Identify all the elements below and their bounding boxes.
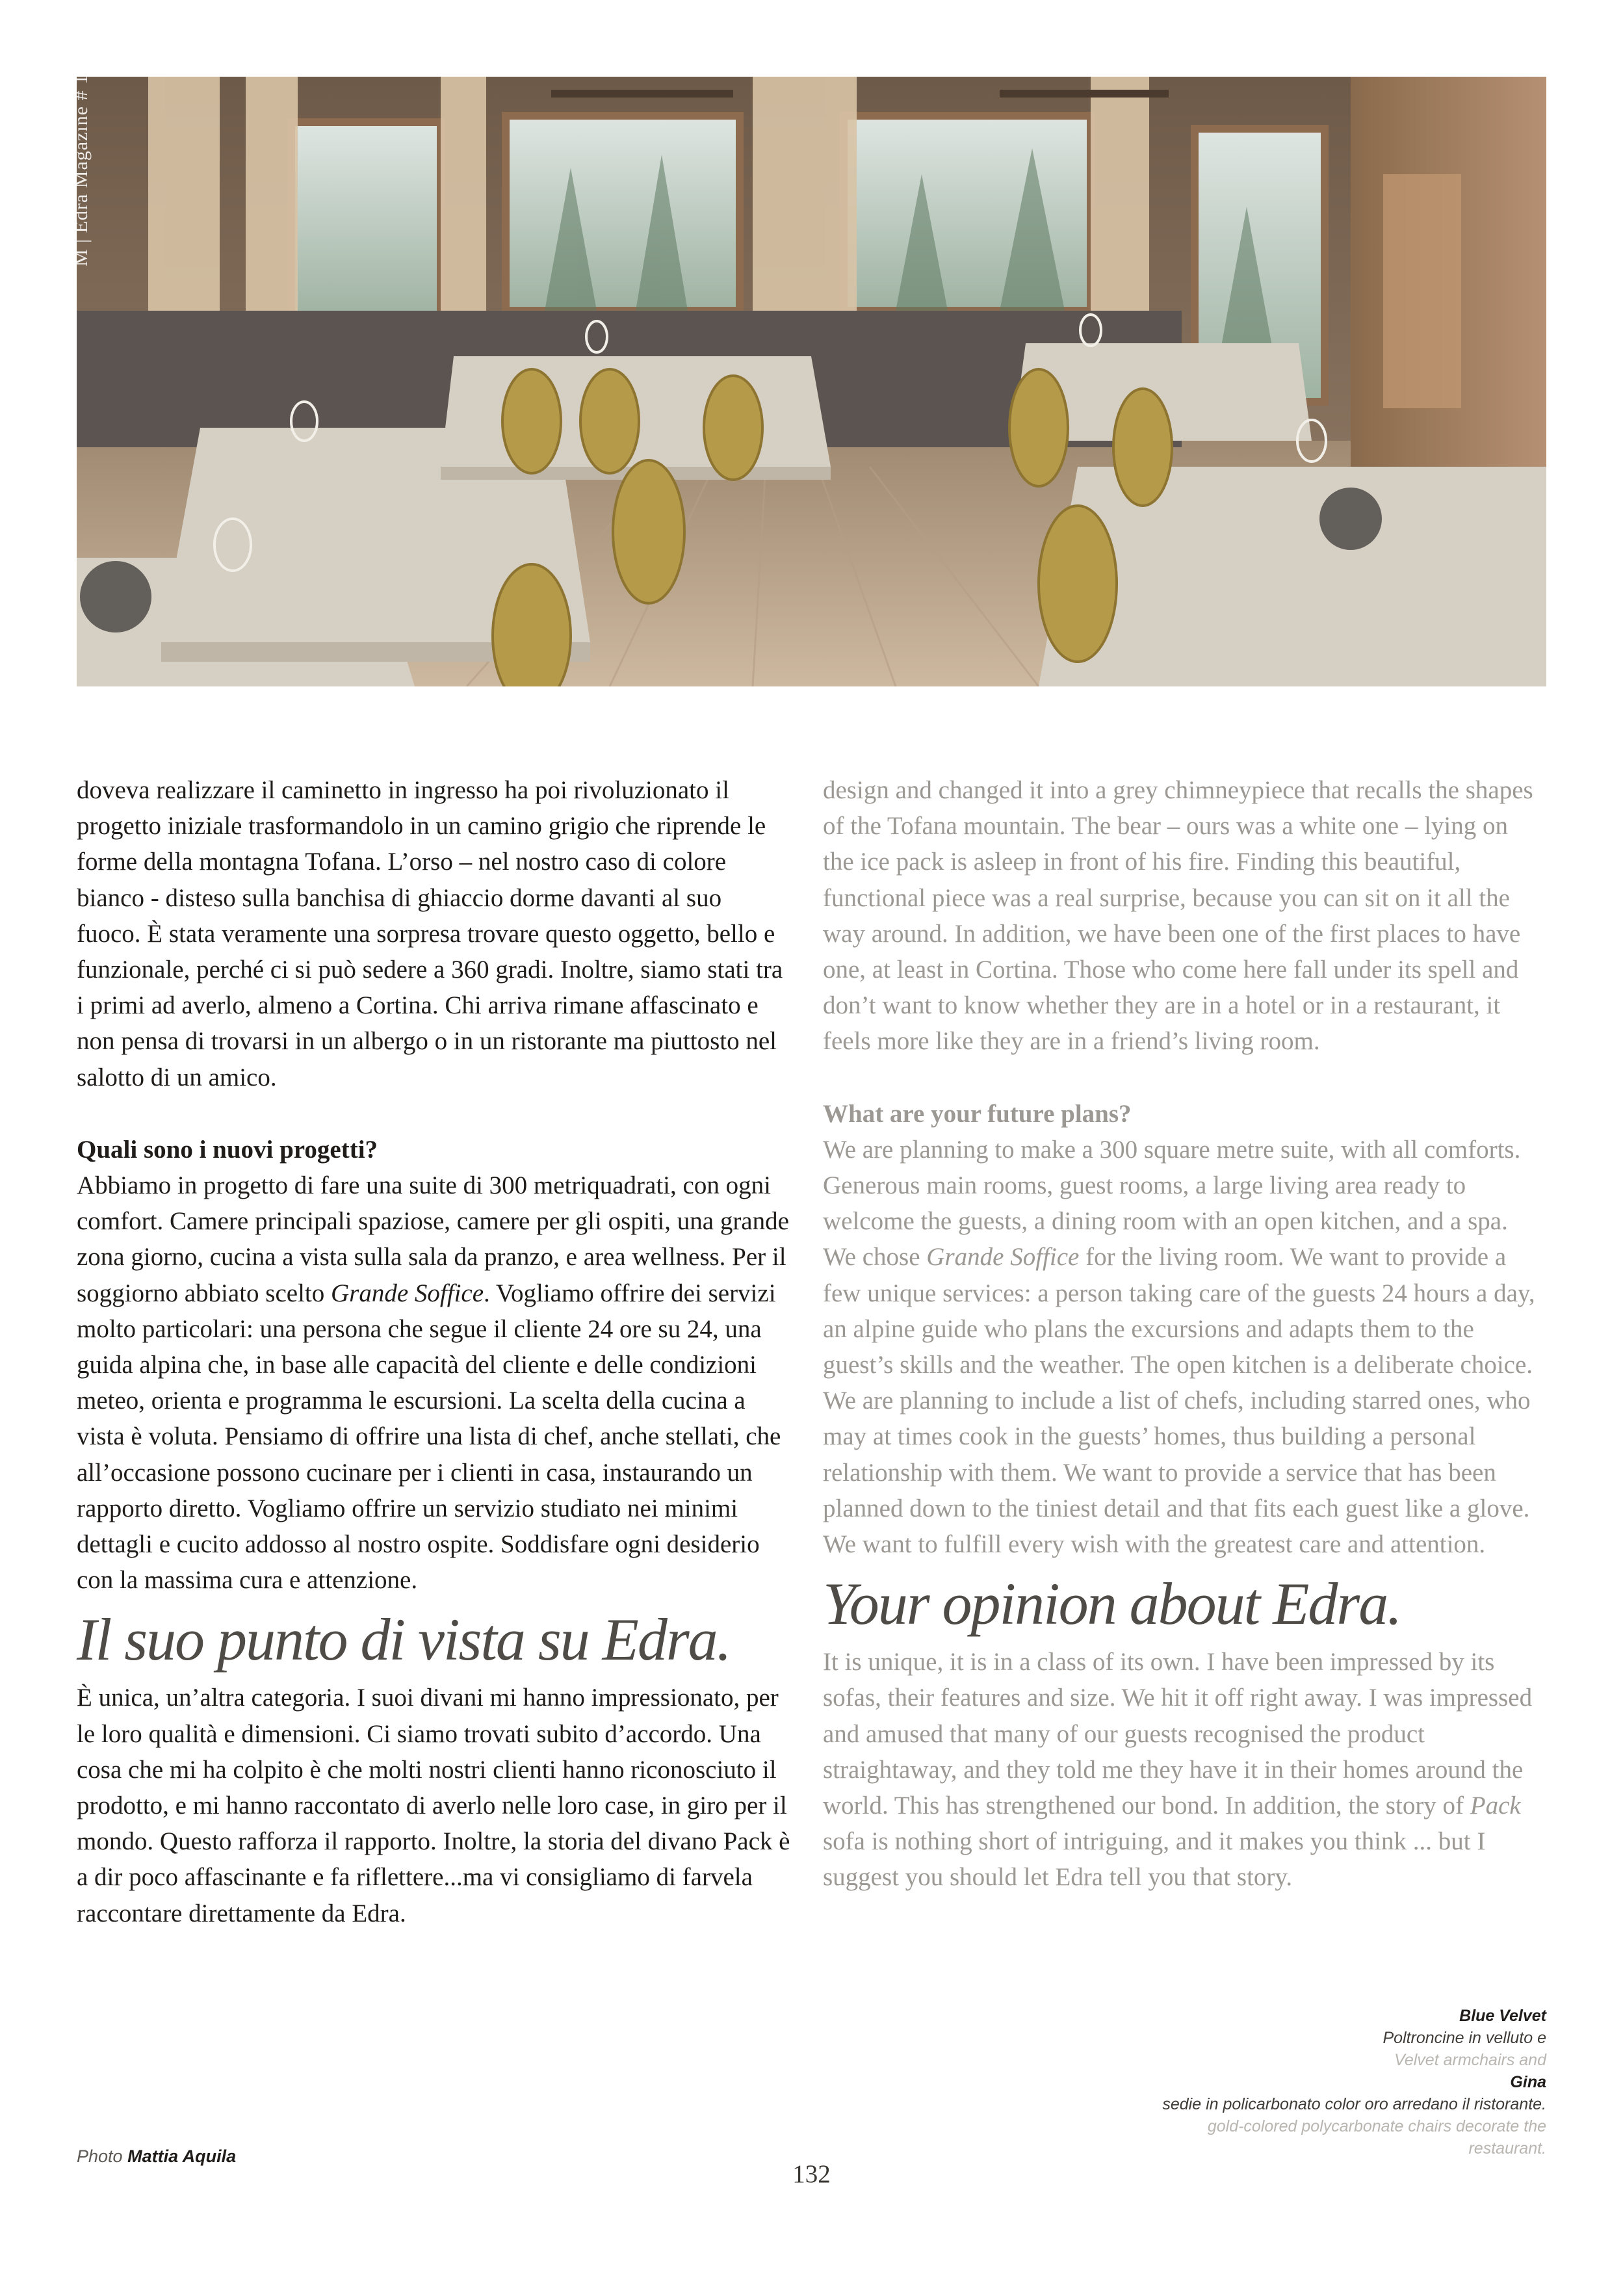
- english-paragraph-2a: We are planning to make a 300 square metre suite, with all comforts. Generous main rooms, guest rooms, a large living area ready to welcome the guests, a dining room with an open kitchen, and a spa. We chose: [823, 1135, 1521, 1272]
- italian-paragraph-3: È unica, un’altra categoria. I suoi divani mi hanno impressionato, per le loro qualità e dimensioni. Ci siamo trovati subito d’accordo. Una cosa che mi ha colpito è che molti nostri clienti hanno riconosciuto il prodotto, e mi hanno raccontato di averlo nelle loro case, in giro per il mondo. Questo rafforza il rapporto. Inoltre, la storia del divano Pack è a dir poco affascinante e fa riflettere...ma vi consigliamo di farvela raccontare direttamente da Edra.: [77, 1684, 790, 1927]
- italian-product-name: Grande Soffice: [331, 1279, 484, 1307]
- english-pack-name: Pack: [1470, 1792, 1521, 1820]
- caption-product-2-en: gold-colored polycarbonate chairs decorate the restaurant.: [1207, 2117, 1546, 2158]
- english-heading: Your opinion about Edra.: [823, 1571, 1401, 1637]
- english-paragraph-3: [823, 1644, 1538, 1895]
- english-paragraph-3b: sofa is nothing short of intriguing, and it makes you think ... but I suggest you should let Edra tell you that story.: [823, 1827, 1486, 1892]
- italian-column: [77, 772, 792, 1931]
- italian-paragraph-2b: . Vogliamo offrire dei servizi molto particolari: una persona che segue il cliente 24 ore su 24, una guida alpina che, in base alle capacità del cliente e delle condizioni meteo, orienta e programma le escursioni. La scelta della cucina a vista è voluta. Pensiamo di offrire una lista di chef, anche stellati, che all’occasione possono cucinare per i clienti in casa, instaurando un rapporto diretto. Vogliamo offrire un servizio studiato nei minimi dettagli e cucito addosso al nostro ospite. Soddisfare ogni desiderio con la massima cura e attenzione.: [77, 1279, 781, 1595]
- caption-product-2-it: sedie in policarbonato color oro arredano il ristorante.: [1162, 2095, 1546, 2113]
- english-paragraph-2b: for the living room. We want to provide a few unique services: a person taking care of the guests 24 hours a day, an alpine guide who plans the excursions and adapts them to the guest’s skills and the weather. The open kitchen is a deliberate choice. We are planning to include a list of chefs, including starred ones, who may at times cook in the guests’ homes, thus building a personal relationship with them. We want to provide a service that has been planned down to the tiniest detail and that fits each guest like a glove. We want to fulfill every wish with the greatest care and attention.: [823, 1243, 1535, 1559]
- photo-credit-label: Photo: [77, 2146, 123, 2166]
- restaurant-photo: [77, 77, 1546, 686]
- english-column: [823, 772, 1538, 1896]
- caption-product-1-en: Velvet armchairs and: [1394, 2051, 1546, 2069]
- caption-product-1: Blue Velvet: [1459, 2007, 1546, 2025]
- caption-product-1-it: Poltroncine in velluto e: [1383, 2029, 1546, 2047]
- italian-heading: Il suo punto di vista su Edra.: [77, 1606, 731, 1673]
- photo-caption: [1156, 2005, 1546, 2159]
- english-product-name: Grande Soffice: [926, 1243, 1080, 1272]
- photographer-name: Mattia Aquila: [127, 2146, 237, 2166]
- page-number: 132: [792, 2160, 831, 2188]
- magazine-vertical-label: M | Edra Magazine # 10: [70, 63, 92, 267]
- english-question: What are your future plans?: [823, 1099, 1132, 1128]
- italian-paragraph-1: doveva realizzare il caminetto in ingresso ha poi rivoluzionato il progetto iniziale trasformandolo in un camino grigio che riprende le forme della montagna Tofana. L’orso – nel nostro caso di colore bianco - disteso sulla banchisa di ghiaccio dorme davanti al suo fuoco. È stata veramente una sorpresa trovare questo oggetto, bello e funzionale, perché ci si può sedere a 360 gradi. Inoltre, siamo stati tra i primi ad averlo, almeno a Cortina. Chi arriva rimane affascinato e non pensa di trovarsi in un albergo o in un ristorante ma piuttosto nel salotto di un amico.: [77, 776, 783, 1091]
- english-paragraph-1: design and changed it into a grey chimneypiece that recalls the shapes of the Tofana mountain. The bear – ours was a white one – lying on the ice pack is asleep in front of his fire. Finding this beautiful, functional piece was a real surprise, because you can sit on it all the way around. In addition, we have been one of the first places to have one, at least in Cortina. Those who come here fall under its spell and don’t want to know whether they are in a hotel or in a restaurant, it feels more like they are in a friend’s living room.: [823, 776, 1533, 1056]
- caption-product-2: Gina: [1510, 2073, 1546, 2091]
- english-paragraph-3a: It is unique, it is in a class of its own. I have been impressed by its sofas, their features and size. We hit it off right away. I was impressed and amused that many of our guests recognised the product straightaway, and they told me they have it in their homes around the world. This has strengthened our bond. In addition, the story of: [823, 1648, 1533, 1820]
- italian-question: Quali sono i nuovi progetti?: [77, 1135, 378, 1164]
- italian-paragraph-2a: Abbiamo in progetto di fare una suite di 300 metriquadrati, con ogni comfort. Camere principali spaziose, camere per gli ospiti, una grande zona giorno, cucina a vista sulla sala da pranzo, e area wellness. Per il soggiorno abbiato scelto: [77, 1171, 789, 1307]
- italian-question-paragraph: [77, 1132, 792, 1598]
- english-question-paragraph: [823, 1096, 1538, 1563]
